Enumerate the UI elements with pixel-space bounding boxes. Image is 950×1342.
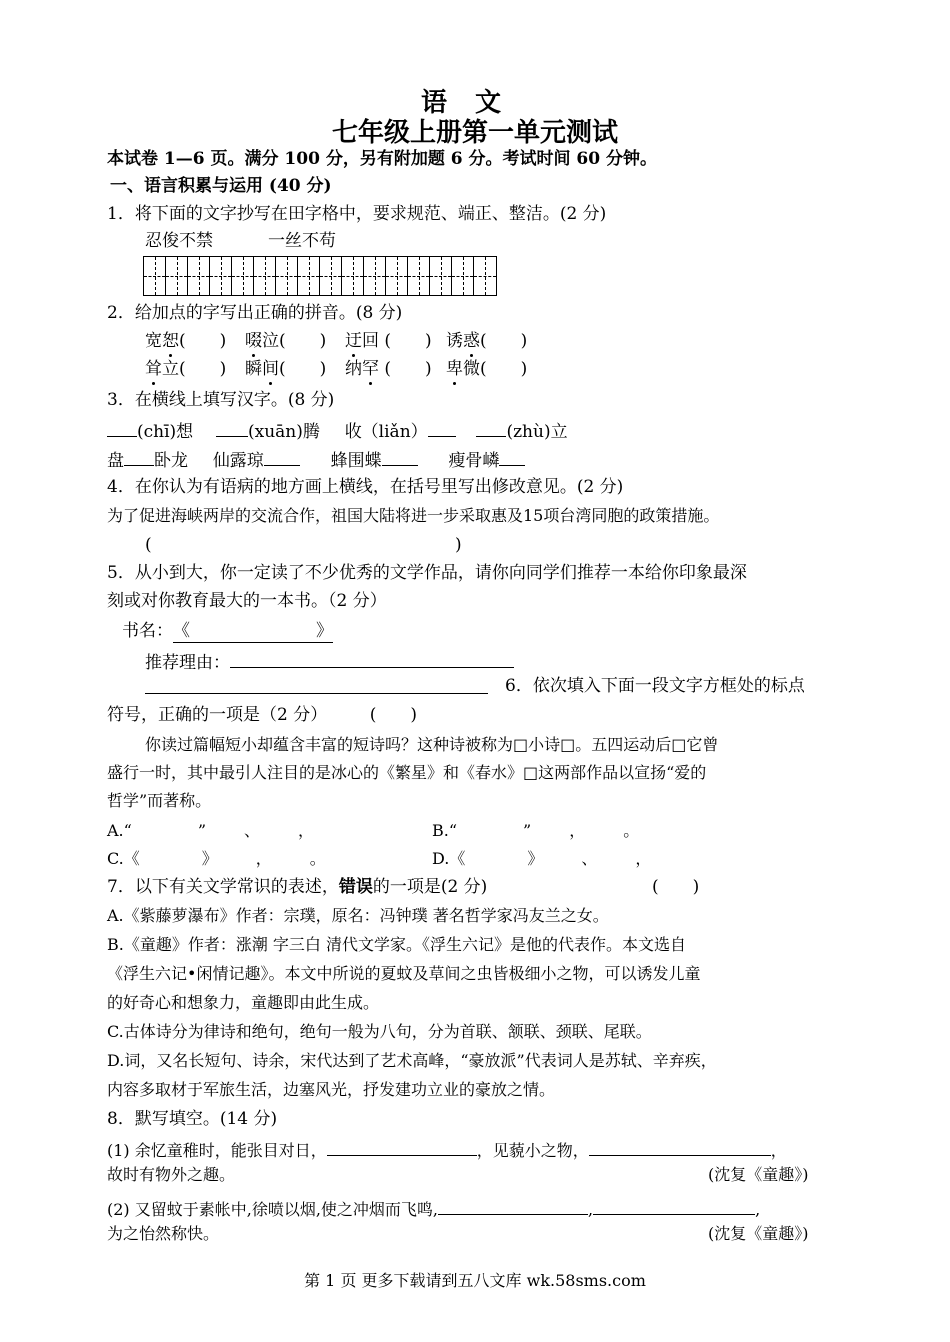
section-heading: 一、语言积累与运用 (40 分) (110, 176, 332, 196)
q8-passage-1-end: 故时有物外之趣。 (107, 1165, 236, 1184)
q3-line2: 盘 卧龙 仙露琼 蜂围蝶 瘦骨嶙 (107, 447, 525, 472)
q2-item: 啜泣( ) (245, 331, 327, 351)
exam-intro: 本试卷 1—6 页。满分 100 分，另有附加题 6 分。考试时间 60 分钟。 (107, 149, 657, 169)
q8-source-1: (沈复《童趣》) (708, 1165, 809, 1184)
blank[interactable] (476, 418, 506, 437)
q2-item: 瞬间( ) (245, 359, 327, 379)
reason-blank-line2[interactable] (145, 693, 488, 694)
q8-source-2: (沈复《童趣》) (708, 1224, 809, 1243)
q8-passage-1: (1) 余忆童稚时，能张目对日， ，见藐小之物， ， (107, 1137, 787, 1162)
q2-item: 诱惑( ) (446, 331, 528, 351)
q6-option-a[interactable]: A.“ ” 、 ， (107, 821, 315, 840)
q7-option-d-2: 内容多取材于军旅生活，边塞风光，抒发建功立业的豪放之情。 (107, 1080, 556, 1099)
q6-option-b[interactable]: B.“ ” ， 。 (432, 821, 640, 840)
q5-reason: 推荐理由： (145, 649, 514, 674)
q2-item: 纳罕 ( ) (345, 359, 432, 379)
q6-option-d[interactable]: D.《 》 、 ， (432, 849, 652, 868)
q4-paren-open: ( (145, 535, 152, 555)
q7-option-a: A.《紫藤萝瀑布》作者：宗璞，原名：冯钟璞 著名哲学家冯友兰之女。 (107, 906, 609, 925)
q2-item: 迂回 ( ) (345, 331, 432, 351)
q7-option-b-3: 的好奇心和想象力，童趣即由此生成。 (107, 993, 380, 1012)
subject-title: 语文 (420, 88, 529, 118)
blank[interactable] (438, 1196, 588, 1215)
q7-stem: 7．以下有关文学常识的表述，错误的一项是(2 分) (107, 877, 488, 897)
blank[interactable] (107, 418, 137, 437)
q6-para-2: 盛行一时，其中最引人注目的是冰心的《繁星》和《春水》□这两部作品以宣扬“爱的 (107, 763, 707, 782)
blank[interactable] (124, 447, 154, 466)
q2-item: 卑微( ) (446, 359, 528, 379)
page-footer: 第 1 页 更多下载请到五八文库 wk.58sms.com (304, 1271, 646, 1290)
page-title: 七年级上册第一单元测试 (331, 118, 618, 148)
q2-item: 耸立( ) (145, 359, 227, 379)
q8-passage-2: (2) 又留蚊于素帐中,徐喷以烟,使之冲烟而飞鸣, , , (107, 1196, 760, 1221)
q5-stem-1: 5．从小到大，你一定读了不少优秀的文学作品，请你向同学们推荐一本给你印象最深 (107, 563, 747, 583)
blank[interactable] (589, 1137, 771, 1156)
blank[interactable] (216, 418, 248, 437)
q4-stem: 4．在你认为有语病的地方画上横线，在括号里写出修改意见。(2 分) (107, 477, 624, 497)
blank[interactable] (593, 1196, 755, 1215)
q5-stem-2: 刻或对你教育最大的一本书。（2 分） (107, 591, 387, 611)
q2-stem: 2．给加点的字写出正确的拼音。(8 分) (107, 303, 403, 323)
q4-sentence: 为了促进海峡两岸的交流合作，祖国大陆将进一步采取惠及15项台湾同胞的政策措施。 (107, 506, 720, 525)
blank[interactable] (264, 447, 300, 466)
q3-line1: (chī)想 (xuān)腾 收（liǎn） (zhù)立 (107, 418, 568, 443)
q7-option-c: C.古体诗分为律诗和绝句，绝句一般为八句，分为首联、颔联、颈联、尾联。 (107, 1022, 652, 1041)
q7-option-d-1: D.词，又名长短句、诗余，宋代达到了艺术高峰，“豪放派”代表词人是苏轼、辛弃疾， (107, 1051, 717, 1070)
q2-item: 宽恕( ) (145, 331, 227, 351)
writing-grid[interactable] (143, 256, 497, 296)
blank[interactable] (327, 1137, 477, 1156)
q1-stem: 1．将下面的文字抄写在田字格中，要求规范、端正、整洁。(2 分) (107, 204, 607, 224)
q1-word1: 忍俊不禁 (145, 231, 213, 251)
q3-stem: 3．在横线上填写汉字。(8 分) (107, 390, 335, 410)
q8-passage-2-end: 为之怡然称快。 (107, 1224, 220, 1243)
blank[interactable] (428, 418, 456, 437)
q8-stem: 8．默写填空。(14 分) (107, 1109, 278, 1129)
q6-option-c[interactable]: C.《 》 ， 。 (107, 849, 326, 868)
q6-stem-1: 6．依次填入下面一段文字方框处的标点 (505, 676, 805, 696)
q7-option-b-2: 《浮生六记•闲情记趣》。本文中所说的夏蚊及草间之虫皆极细小之物，可以诱发儿童 (107, 964, 701, 983)
q6-para-1: 你读过篇幅短小却蕴含丰富的短诗吗？这种诗被称为□小诗□。五四运动后□它曾 (145, 735, 719, 754)
blank[interactable] (382, 447, 418, 466)
q4-paren-close: ) (455, 535, 462, 555)
reason-blank[interactable] (230, 649, 514, 668)
q6-para-3: 哲学”而著称。 (107, 791, 212, 810)
blank[interactable] (499, 447, 525, 466)
q5-book: 书名：《 》 (122, 621, 333, 641)
q1-word2: 一丝不苟 (268, 231, 336, 251)
q7-answer-paren[interactable]: ( ) (652, 877, 700, 897)
q7-option-b-1: B.《童趣》作者：涨潮 字三白 清代文学家。《浮生六记》是他的代表作。本文选自 (107, 935, 687, 954)
q6-stem-2: 符号，正确的一项是（2 分） ( ) (107, 705, 417, 725)
